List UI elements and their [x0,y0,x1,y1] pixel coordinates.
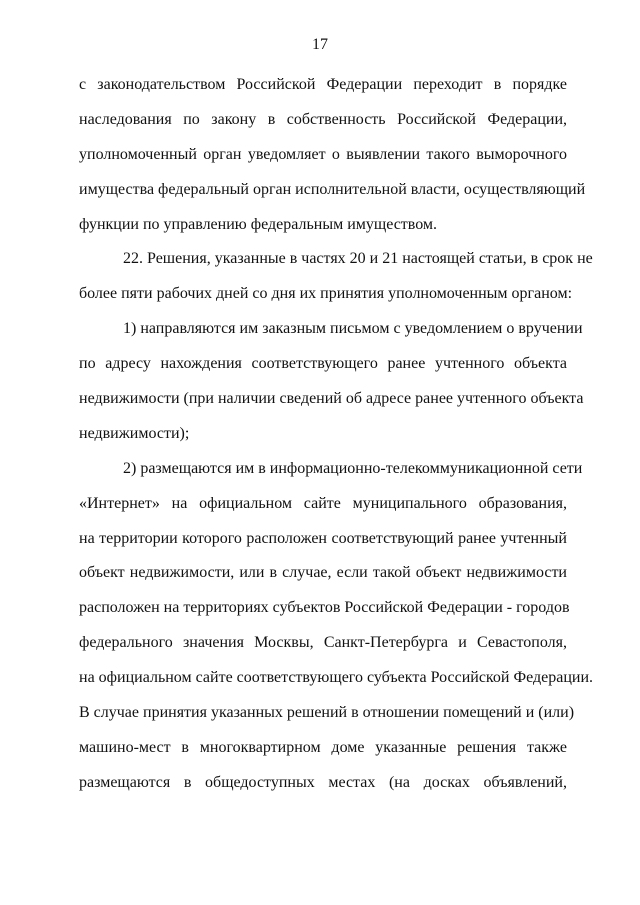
text-line: функции по управлению федеральным имуществом. [79,215,438,233]
text-line: В случае принятия указанных решений в отношении помещений и (или) [79,704,575,722]
text-line: 1) направляются им заказным письмом с уведомлением о вручении [123,320,583,338]
text-line: машино-мест в многоквартирном доме указанные решения также [79,738,567,756]
text-line: объект недвижимости, или в случае, если такой объект недвижимости [79,564,567,582]
paragraph-item-22 [79,242,593,312]
paragraph-continuation [79,68,586,242]
text-line: 22. Решения, указанные в частях 20 и 21 настоящей статьи, в срок не [123,250,593,268]
text-line: уполномоченный орган уведомляет о выявлении такого выморочного [79,145,567,163]
text-line: с законодательством Российской Федерации переходит в порядке [79,76,567,93]
text-line: расположен на территориях субъектов Российской Федерации - городов [79,599,570,617]
text-line: федерального значения Москвы, Санкт-Петербурга и Севастополя, [79,634,567,652]
text-line: имущества федеральный орган исполнительной власти, осуществляющий [79,180,586,198]
text-line: на территории которого расположен соответствующий ранее учтенный [79,529,567,547]
text-line: 2) размещаются им в информационно-телекоммуникационной сети [123,459,583,477]
text-line: на официальном сайте соответствующего субъекта Российской Федерации. [79,669,594,687]
paragraph-subitem-1 [79,312,584,452]
text-line: недвижимости (при наличии сведений об адресе ранее учтенного объекта [79,390,584,408]
text-line: более пяти рабочих дней со дня их принятия уполномоченным органом: [79,285,573,303]
text-line: наследования по закону в собственность Российской Федерации, [79,110,567,128]
text-line: «Интернет» на официальном сайте муниципального образования, [79,494,567,512]
paragraph-subitem-2 [79,452,594,801]
page-number: 17 [312,36,328,53]
document-body [79,68,594,801]
text-line: по адресу нахождения соответствующего ранее учтенного объекта [79,355,567,373]
text-line: размещаются в общедоступных местах (на досках объявлений, [79,773,567,791]
text-line: недвижимости); [79,424,190,442]
